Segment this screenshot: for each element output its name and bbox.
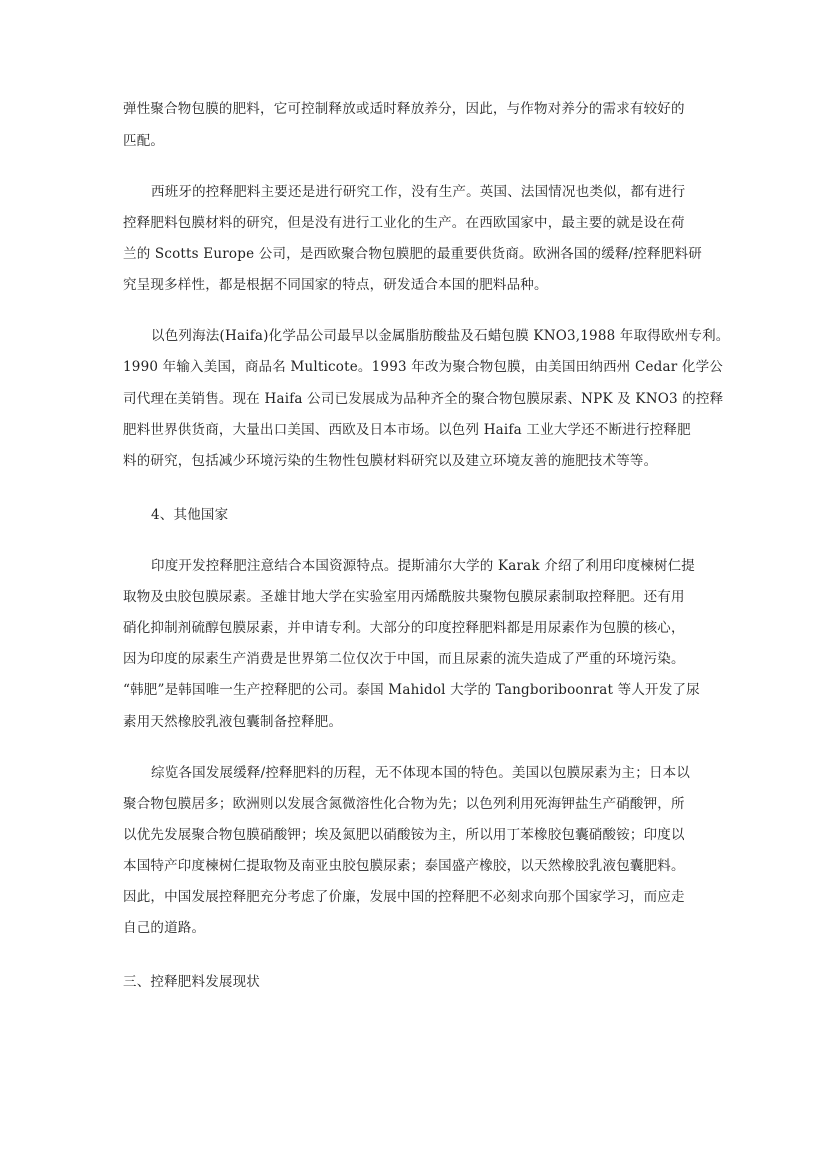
paragraph-line: 料的研究，包括减少环境污染的生物性包膜材料研究以及建立环境友善的施肥技术等等。 (123, 453, 658, 469)
paragraph-line: 以优先发展聚合物包膜硝酸钾；埃及氮肥以硝酸铵为主，所以用丁苯橡胶包囊硝酸铵；印度以 (123, 827, 685, 843)
paragraph-line: 硝化抑制剂硫醇包膜尿素，并申请专利。大部分的印度控释肥料都是用尿素作为包膜的核心， (123, 620, 685, 636)
paragraph-line: 因此，中国发展控释肥充分考虑了价廉，发展中国的控释肥不必刻求向那个国家学习，而应走 (123, 889, 685, 905)
paragraph-line: 本国特产印度楝树仁提取物及南亚虫胶包膜尿素；泰国盛产橡胶，以天然橡胶乳液包囊肥料。 (123, 858, 685, 874)
paragraph-line: 究呈现多样性，都是根据不同国家的特点，研发适合本国的肥料品种。 (123, 277, 548, 293)
paragraph-line: 聚合物包膜居多；欧洲则以发展含氮微溶性化合物为先；以色列利用死海钾盐生产硝酸钾，所 (123, 796, 685, 812)
paragraph-line: 控释肥料包膜材料的研究，但是没有进行工业化的生产。在西欧国家中，最主要的就是设在荷 (123, 215, 685, 231)
paragraph-line: 综览各国发展缓释/控释肥料的历程，无不体现本国的特色。美国以包膜尿素为主；日本以 (151, 765, 691, 781)
paragraph-line: 兰的 Scotts Europe 公司，是西欧聚合物包膜肥的最重要供货商。欧洲各国的缓释/控释肥料研 (123, 246, 702, 262)
paragraph-line: 因为印度的尿素生产消费是世界第二位仅次于中国，而且尿素的流失造成了严重的环境污染。 (123, 651, 685, 667)
paragraph-line: 司代理在美销售。现在 Haifa 公司已发展成为品种齐全的聚合物包膜尿素、NPK 及 KNO3 的控释 (123, 391, 724, 407)
paragraph-line: 西班牙的控释肥料主要还是进行研究工作，没有生产。英国、法国情况也类似，都有进行 (151, 184, 686, 200)
section-heading: 4、其他国家 (151, 507, 229, 523)
paragraph-line: “韩肥”是韩国唯一生产控释肥的公司。泰国 Mahidol 大学的 Tangboriboonrat 等人开发了尿 (123, 682, 700, 698)
paragraph-line: 1990 年输入美国，商品名 Multicote。1993 年改为聚合物包膜，由美国田纳西州 Cedar 化学公 (123, 359, 724, 375)
paragraph-line: 匹配。 (123, 133, 165, 149)
paragraph-line: 取物及虫胶包膜尿素。圣雄甘地大学在实验室用丙烯酰胺共聚物包膜尿素制取控释肥。还有用 (123, 589, 685, 605)
paragraph-line: 印度开发控释肥注意结合本国资源特点。提斯浦尔大学的 Karak 介绍了利用印度楝树仁提 (151, 558, 695, 574)
paragraph-line: 以色列海法(Haifa)化学品公司最早以金属脂肪酸盐及石蜡包膜 KNO3,1988 年取得欧州专利。 (151, 328, 730, 344)
paragraph-line: 自己的道路。 (123, 920, 206, 936)
section-heading: 三、控释肥料发展现状 (123, 974, 260, 990)
paragraph-line: 肥料世界供货商，大量出口美国、西欧及日本市场。以色列 Haifa 工业大学还不断进行控释肥 (123, 422, 691, 438)
paragraph-line: 素用天然橡胶乳液包囊制备控释肥。 (123, 714, 343, 730)
paragraph-line: 弹性聚合物包膜的肥料，它可控制释放或适时释放养分，因此，与作物对养分的需求有较好的 (123, 101, 685, 117)
